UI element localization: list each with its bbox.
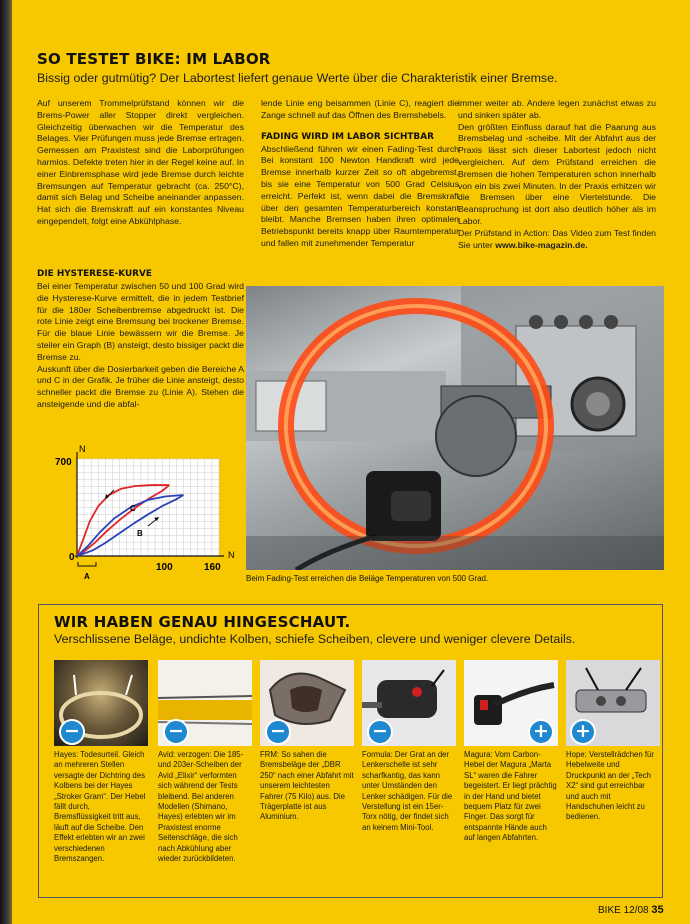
article-title: SO TESTET BIKE: IM LABOR: [37, 50, 271, 68]
minus-badge-formula: −: [367, 719, 393, 745]
caption-magura: Magura: Vom Carbon-Hebel der Magura „Marta SL“ waren die Fahrer begeistert. Er liegt prächtig in der Hand und bietet bequem Platz für zwei Finger. Das sorgt für entspannte Hände auch auf langen Abfahrten.: [464, 750, 557, 843]
video-text: Der Prüfstand in Action: Das Video zum Test finden Sie unter: [458, 227, 656, 250]
x-tick-label-160: 160: [204, 562, 221, 573]
minus-badge-frm: −: [265, 719, 291, 745]
hysterese-section: [37, 269, 244, 411]
test-rig-illustration: [246, 286, 664, 570]
video-link[interactable]: www.bike-magazin.de.: [495, 239, 588, 250]
col2-paragraph-1: lende Linie eng beisammen (Linie C), reagiert die Zange schnell auf das Öffnen des Bremshebels.: [261, 98, 459, 120]
hysterese-heading: DIE HYSTERESE-KURVE: [37, 269, 152, 279]
col3-paragraph-2: Den größten Einfluss darauf hat die Paarung aus Bremsbelag und -scheibe. Mit der Abfahrt aus der Praxis lässt sich dieser Labortest jedoch nicht vergleichen. Auf dem Prüfstand erreichen die Bremsen die hohen Temperaturen schon innerhalb von ein bis zwei Minuten. In der Praxis erhitzen wir die Bremsen über eine Viertelstunde. Die Beanspruchung ist dort also deutlich höher als im Labor.: [458, 121, 656, 226]
minus-badge-avid: −: [163, 719, 189, 745]
magazine-page: [12, 0, 690, 924]
col3-paragraph-1: immer weiter ab. Andere legen zunächst etwas zu und sinken später ab.: [458, 98, 656, 120]
caption-formula: Formula: Der Grat an der Lenkerschelle ist sehr scharfkantig, das kann unter Umständen den Lenker schädigen. Für die Verstellung ist ein 15er-Torx nötig, der findet sich an keinem Mini-Tool.: [362, 750, 453, 832]
caption-hope: Hope: Verstellrädchen für Hebelweite und Druckpunkt an der „Tech X2“ sind gut erreichbar und auch mit Handschuhen leicht zu bedienen.: [566, 750, 654, 822]
fading-test-photo: [246, 286, 664, 570]
photo-caption: Beim Fading-Test erreichen die Beläge Temperaturen von 500 Grad.: [246, 574, 489, 583]
hysterese-paragraph-2: Auskunft über die Dosierbarkeit geben die Bereiche A und C in der Grafik. Je früher die Linie ansteigt, desto schneller packt die Bremse zu (Linie A). Stehen die ansteigende und die abfal-: [37, 363, 244, 409]
x-axis-unit: N: [228, 550, 235, 560]
intro-paragraph: Auf unserem Trommelprüfstand können wir die Brems-Power aller Stopper direkt vergleichen. Gleichzeitig überwachen wir die Temperatur des Belages. Vier Prüfungen muss jede Bremse ertragen. Gemessen am Praxistest sind die Laborprüfungen harmlos. Defekte treten hier in der Regel keine auf. In einer Einbremsphase wird jede Bremse durch leichte Bremsungen auf Temperatur gebracht (ca. 250°C), damit sich Belag und Scheibe aneinander anpassen. Hat sich die Bremskraft auf ein konstantes Niveau eingependelt, folgt eine Abkühlphase.: [37, 98, 244, 226]
details-title: WIR HABEN GENAU HINGESCHAUT.: [54, 613, 351, 631]
details-subtitle: Verschlissene Beläge, undichte Kolben, schiefe Scheiben, clevere und weniger clevere Details.: [54, 632, 576, 646]
y-axis-unit: N: [79, 444, 86, 454]
article-subtitle: Bissig oder gutmütig? Der Labortest liefert genaue Werte über die Charakteristik einer Bremse.: [37, 71, 558, 85]
col3-paragraph-3: [458, 228, 656, 252]
fading-heading: FADING WIRD IM LABOR SICHTBAR: [261, 131, 434, 142]
page-binding: [0, 0, 12, 924]
hysterese-paragraph-1: Bei einer Temperatur zwischen 50 und 100 Grad wird die Hysterese-Kurve ermittelt, die in jedem Testbrief für die 180er Scheibenbremse abgedruckt ist. Die rote Linie zeigt eine Bremsung bei trockener Bremse. Für die blaue Linie bewässern wir die Bremse. Je steiler ein Graph (B) ansteigt, desto bissiger packt die Bremse zu.: [37, 281, 244, 362]
fading-paragraph: Abschließend führen wir einen Fading-Test durch Bei konstant 100 Newton Handkraft wird jede Bremse innerhalb kurzer Zeit so oft abgebremst, bis sie eine Temperatur von 500 Grad Celsius erreicht. Perfekt ist, wenn dabei die Bremskraft über den gesamten Temperaturbereich konstant bleibt. Manche Bremsen haben ihren optimalen Betriebspunkt bereits knapp über Raumtemperatur und fallen mit zunehmender Temperatur: [261, 143, 459, 248]
y-zero-label: 0: [69, 552, 75, 563]
plus-badge-hope: +: [570, 719, 596, 745]
minus-badge-hayes: −: [59, 719, 85, 745]
plus-badge-magura: +: [528, 719, 554, 745]
page-number: 35: [651, 904, 664, 916]
label-b: B: [137, 529, 143, 538]
magazine-issue: BIKE 12/08: [598, 905, 649, 916]
x-tick-label-100: 100: [156, 562, 173, 573]
range-a-bracket: [78, 562, 96, 566]
hysterese-chart: [48, 444, 238, 584]
y-tick-label: 700: [55, 457, 72, 468]
caption-hayes: Hayes: Todesurteil. Gleich an mehreren Stellen versagte der Dichtring des Kolbens bei der Hayes „Stroker Gram“. Der Hebel fällt durch, Bremsflüssigkeit tritt aus, läuft auf die Scheibe. Den Effekt erlebten wir an zwei verschiedenen Bremszangen.: [54, 750, 146, 864]
caption-avid: Avid: verzogen: Die 185- und 203er-Scheiben der Avid „Elixir“ verformten sich während der Tests bleibend. Bei anderen Modellen (Shimano, Hayes) erlebten wir im Praxistest enorme Seitenschläge, die sich nach Abkühlung aber wieder zurückbildeten.: [158, 750, 244, 864]
caption-frm: FRM: So sahen die Bremsbeläge der „DBR 250“ nach einer Abfahrt mit unserem leichtesten Fahrer (75 Kilo) aus. Die Trägerplatte ist aus Aluminium.: [260, 750, 354, 822]
label-a: A: [84, 572, 90, 581]
col3-section: [458, 98, 656, 251]
page-footer: [598, 904, 664, 916]
fading-section: [261, 98, 459, 250]
label-c: C: [130, 504, 136, 513]
